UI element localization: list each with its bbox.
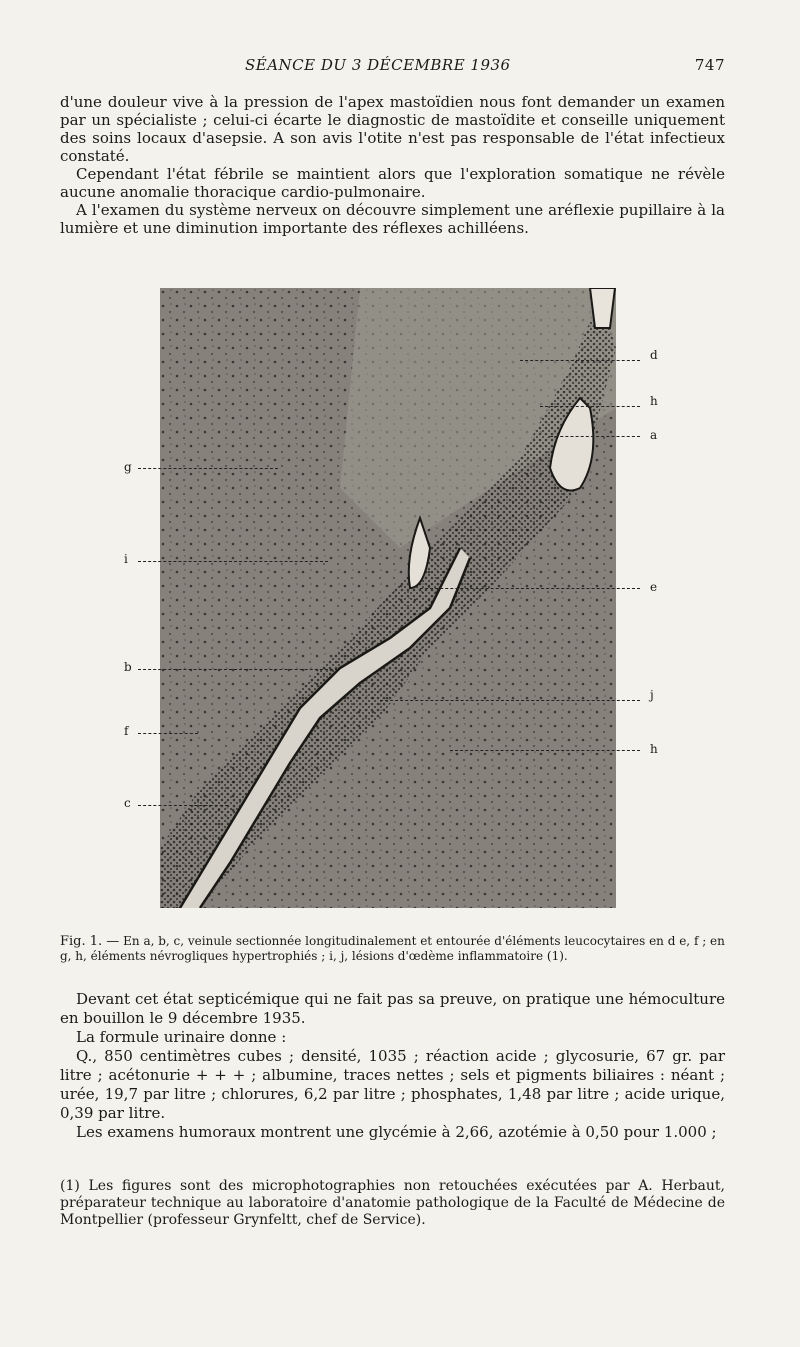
label-h-upper: h — [650, 394, 658, 408]
page-number: 747 — [694, 56, 725, 74]
leader-line — [138, 733, 198, 734]
paragraph: Cependant l'état fébrile se maintient alors que l'exploration somatique ne révèle aucune anomalie thoracique cardio-pulmonaire. — [60, 165, 725, 201]
paragraph: Devant cet état septicémique qui ne fait pas sa preuve, on pratique une hémoculture en bouillon le 9 décembre 1935. — [60, 990, 725, 1027]
label-b: b — [124, 660, 132, 674]
leader-line — [550, 436, 640, 437]
leader-line — [420, 588, 640, 589]
leader-line — [138, 669, 338, 670]
label-j: j — [650, 688, 654, 702]
leader-line — [520, 360, 640, 361]
label-g: g — [124, 460, 132, 474]
footnote: (1) Les figures sont des microphotographies non retouchées exécutées par A. Herbaut, préparateur technique au laboratoire d'anatomie pathologique de la Faculté de Médecine de Montpellier (professeur Grynfeltt, chef de Service). — [60, 1178, 725, 1228]
figure-1 — [120, 282, 680, 912]
caption-text: En a, b, c, veinule sectionnée longitudinalement et entourée d'éléments leucocytaires en d e, f ; en g, h, éléments névrogliques hypertrophiés ; i, j, lésions d'œdème inflammatoire (1). — [60, 934, 725, 963]
leader-line — [540, 406, 640, 407]
running-title: SÉANCE DU 3 DÉCEMBRE 1936 — [245, 56, 511, 74]
label-c: c — [124, 796, 131, 810]
micrograph-drawing — [160, 288, 616, 908]
figure-caption — [60, 934, 725, 964]
running-head — [60, 56, 725, 78]
top-text-block — [60, 93, 725, 237]
paragraph: A l'examen du système nerveux on découvre simplement une aréflexie pupillaire à la lumière et une diminution importante des réflexes achilléens. — [60, 201, 725, 237]
label-e: e — [650, 580, 658, 594]
paragraph: d'une douleur vive à la pression de l'apex mastoïdien nous font demander un examen par un spécialiste ; celui-ci écarte le diagnostic de mastoïdite et conseille uniquement des soins locaux d'asepsie. A son avis l'otite n'est pas responsable de l'état infectieux constaté. — [60, 93, 725, 165]
micrograph-image — [160, 288, 616, 908]
leader-line — [380, 700, 640, 701]
label-a: a — [650, 428, 658, 442]
label-h-lower: h — [650, 742, 658, 756]
leader-line — [138, 468, 278, 469]
label-i: i — [124, 552, 128, 566]
paragraph: Q., 850 centimètres cubes ; densité, 1035 ; réaction acide ; glycosurie, 67 gr. par litre ; acétonurie + + + ; albumine, traces nettes ; sels et pigments biliaires : néant ; urée, 19,7 par litre ; chlorures, 6,2 par litre ; phosphates, 1,48 par litre ; acide urique, 0,39 par litre. — [60, 1047, 725, 1122]
bottom-text-block — [60, 990, 725, 1142]
label-f: f — [124, 724, 129, 738]
paragraph: Les examens humoraux montrent une glycémie à 2,66, azotémie à 0,50 pour 1.000 ; — [76, 1123, 717, 1141]
leader-line — [450, 750, 640, 751]
leader-line — [138, 561, 328, 562]
paragraph: La formule urinaire donne : — [76, 1028, 287, 1046]
leader-line — [138, 805, 228, 806]
label-d: d — [650, 348, 658, 362]
caption-label: Fig. 1. — — [60, 934, 120, 949]
